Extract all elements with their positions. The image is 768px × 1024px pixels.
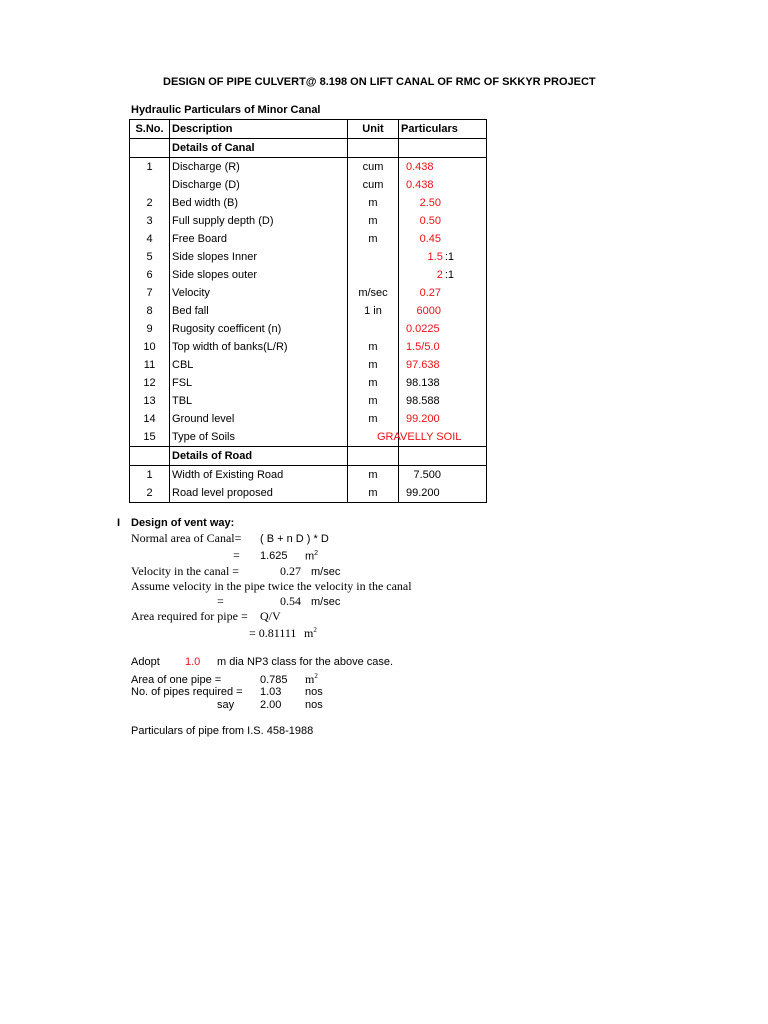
row-particulars xyxy=(399,158,487,177)
row-sno: 4 xyxy=(130,230,170,248)
row-unit xyxy=(348,248,399,266)
row-sno xyxy=(130,176,170,194)
row-particulars xyxy=(399,302,487,320)
header-particulars: Particulars xyxy=(399,120,487,139)
row-description: TBL xyxy=(170,392,348,410)
area-required-label: Area required for pipe = xyxy=(131,609,248,623)
row-description: Velocity xyxy=(170,284,348,302)
section-unit xyxy=(348,139,399,158)
adopt-value: 1.0 xyxy=(185,656,201,668)
one-pipe-value: 0.785 xyxy=(260,674,288,686)
row-value: 99.200 xyxy=(406,487,440,499)
row-value: 0.438 xyxy=(406,161,434,173)
row-sno: 13 xyxy=(130,392,170,410)
row-value: 97.638 xyxy=(406,359,440,371)
row-unit: m xyxy=(348,392,399,410)
eq-sign-1: = xyxy=(233,548,240,562)
row-value: 98.138 xyxy=(406,377,440,389)
one-pipe-label: Area of one pipe = xyxy=(131,674,222,686)
row-particulars xyxy=(399,356,487,374)
row-sno: 12 xyxy=(130,374,170,392)
header-sno: S.No. xyxy=(130,120,170,139)
particulars-note: Particulars of pipe from I.S. 458-1988 xyxy=(131,725,314,737)
row-sno: 5 xyxy=(130,248,170,266)
adopt-text: m dia NP3 class for the above case. xyxy=(217,656,394,668)
table-row xyxy=(130,338,487,356)
section-unit xyxy=(348,447,399,466)
row-particulars xyxy=(399,212,487,230)
area-required-unit: $m^2$ xyxy=(304,626,317,640)
row-unit: m xyxy=(348,374,399,392)
row-unit xyxy=(348,266,399,284)
velocity-value: 0.27 xyxy=(280,564,301,578)
area-required-formula: Q/V xyxy=(260,609,281,623)
row-value: 0.27 xyxy=(419,287,441,299)
normal-area-label: Normal area of Canal= xyxy=(131,531,242,545)
row-description: Discharge (R) xyxy=(170,158,348,177)
section-sno xyxy=(130,139,170,158)
row-unit: cum xyxy=(348,158,399,177)
row-unit xyxy=(348,320,399,338)
area-required-value: = 0.81111 xyxy=(249,626,297,640)
row-sno: 8 xyxy=(130,302,170,320)
row-unit: 1 in xyxy=(348,302,399,320)
row-value: 0.50 xyxy=(419,215,441,227)
section-details-of-road xyxy=(130,447,487,466)
pipes-required-value: 1.03 xyxy=(260,686,282,698)
velocity-unit: m/sec xyxy=(311,566,341,578)
row-sno: 10 xyxy=(130,338,170,356)
table-row xyxy=(130,356,487,374)
table-row xyxy=(130,392,487,410)
table-row xyxy=(130,212,487,230)
row-description: Free Board xyxy=(170,230,348,248)
area-value: 1.625 xyxy=(260,550,288,562)
row-particulars xyxy=(377,428,487,447)
row-sno: 7 xyxy=(130,284,170,302)
row-value-suffix: :1 xyxy=(444,269,454,281)
page-title: DESIGN OF PIPE CULVERT@ 8.198 ON LIFT CANAL OF RMC OF SKKYR PROJECT xyxy=(163,76,596,88)
table-row xyxy=(130,194,487,212)
row-description: Full supply depth (D) xyxy=(170,212,348,230)
row-value: 98.588 xyxy=(406,395,440,407)
row-description: Ground level xyxy=(170,410,348,428)
row-value: 2 xyxy=(436,269,443,281)
one-pipe-unit: $m^2$ xyxy=(305,672,318,686)
row-particulars xyxy=(399,320,487,338)
row-particulars xyxy=(399,392,487,410)
say-value: 2.00 xyxy=(260,699,282,711)
row-particulars xyxy=(399,374,487,392)
row-unit: m xyxy=(348,338,399,356)
row-sno: 15 xyxy=(130,428,170,447)
header-description: Description xyxy=(170,120,348,139)
row-unit: m xyxy=(348,484,399,503)
row-description: FSL xyxy=(170,374,348,392)
row-description: Top width of banks(L/R) xyxy=(170,338,348,356)
table-row xyxy=(130,320,487,338)
row-particulars xyxy=(399,466,487,485)
section-sno xyxy=(130,447,170,466)
row-particulars xyxy=(399,284,487,302)
row-description: Width of Existing Road xyxy=(170,466,348,485)
row-description: Discharge (D) xyxy=(170,176,348,194)
row-particulars xyxy=(399,230,487,248)
row-sno: 1 xyxy=(130,466,170,485)
say-unit: nos xyxy=(305,699,323,711)
area-unit: $m^2$ xyxy=(305,550,319,563)
row-particulars xyxy=(399,248,487,266)
row-value: 2.50 xyxy=(419,197,441,209)
row-unit: m/sec xyxy=(348,284,399,302)
row-value: 0.0225 xyxy=(406,323,440,335)
pipes-required-label: No. of pipes required = xyxy=(131,686,243,698)
row-sno: 2 xyxy=(130,484,170,503)
row-description: Rugosity coefficent (n) xyxy=(170,320,348,338)
row-particulars xyxy=(399,484,487,503)
section-title: Details of Road xyxy=(170,447,348,466)
row-description: Side slopes Inner xyxy=(170,248,348,266)
row-description: Bed width (B) xyxy=(170,194,348,212)
table-row xyxy=(130,428,487,447)
row-description: CBL xyxy=(170,356,348,374)
pipe-velocity-value: 0.54 xyxy=(280,594,301,608)
row-particulars xyxy=(399,338,487,356)
row-sno: 6 xyxy=(130,266,170,284)
row-value: GRAVELLY SOIL xyxy=(377,431,462,443)
table-row xyxy=(130,466,487,485)
row-sno: 1 xyxy=(130,158,170,177)
table-header-row xyxy=(130,120,487,139)
row-unit: m xyxy=(348,194,399,212)
row-sno: 14 xyxy=(130,410,170,428)
row-unit: m xyxy=(348,410,399,428)
table-caption: Hydraulic Particulars of Minor Canal xyxy=(131,104,321,116)
row-value: 1.5 xyxy=(427,251,443,263)
table-row xyxy=(130,410,487,428)
table-row xyxy=(130,158,487,177)
row-sno: 11 xyxy=(130,356,170,374)
table-row xyxy=(130,230,487,248)
row-particulars xyxy=(399,194,487,212)
table-row xyxy=(130,176,487,194)
velocity-label: Velocity in the canal = xyxy=(131,564,240,578)
section-title: Details of Canal xyxy=(170,139,348,158)
header-unit: Unit xyxy=(348,120,399,139)
say-label: say xyxy=(217,699,235,711)
row-sno: 2 xyxy=(130,194,170,212)
hydraulic-particulars-table xyxy=(129,119,487,503)
pipe-velocity-unit: m/sec xyxy=(311,596,341,608)
adopt-label: Adopt xyxy=(131,656,160,668)
table-row xyxy=(130,302,487,320)
row-particulars xyxy=(399,176,487,194)
section-details-of-canal xyxy=(130,139,487,158)
row-value-suffix: :1 xyxy=(444,251,454,263)
row-value: 0.45 xyxy=(419,233,441,245)
row-value: 1.5/5.0 xyxy=(406,341,440,353)
row-value: 7.500 xyxy=(413,469,441,481)
row-sno: 9 xyxy=(130,320,170,338)
vent-marker: I xyxy=(117,517,121,529)
vent-heading: Design of vent way: xyxy=(131,517,235,529)
row-particulars xyxy=(399,410,487,428)
eq-sign-2: = xyxy=(217,594,224,608)
table-row xyxy=(130,266,487,284)
row-unit: m xyxy=(348,230,399,248)
row-unit: m xyxy=(348,356,399,374)
table-row xyxy=(130,248,487,266)
section-particulars xyxy=(399,139,487,158)
normal-area-formula: ( B + n D ) * D xyxy=(260,533,329,545)
pipes-required-unit: nos xyxy=(305,686,323,698)
row-unit: m xyxy=(348,212,399,230)
row-description: Side slopes outer xyxy=(170,266,348,284)
row-particulars xyxy=(399,266,487,284)
table-row xyxy=(130,284,487,302)
section-particulars xyxy=(399,447,487,466)
row-sno: 3 xyxy=(130,212,170,230)
row-value: 6000 xyxy=(416,305,441,317)
row-value: 99.200 xyxy=(406,413,440,425)
table-row xyxy=(130,374,487,392)
row-value: 0.438 xyxy=(406,179,434,191)
row-description: Road level proposed xyxy=(170,484,348,503)
table-row xyxy=(130,484,487,503)
assume-text: Assume velocity in the pipe twice the velocity in the canal xyxy=(131,579,412,593)
row-description: Bed fall xyxy=(170,302,348,320)
row-unit: cum xyxy=(348,176,399,194)
row-description: Type of Soils xyxy=(170,428,348,447)
row-unit: m xyxy=(348,466,399,485)
